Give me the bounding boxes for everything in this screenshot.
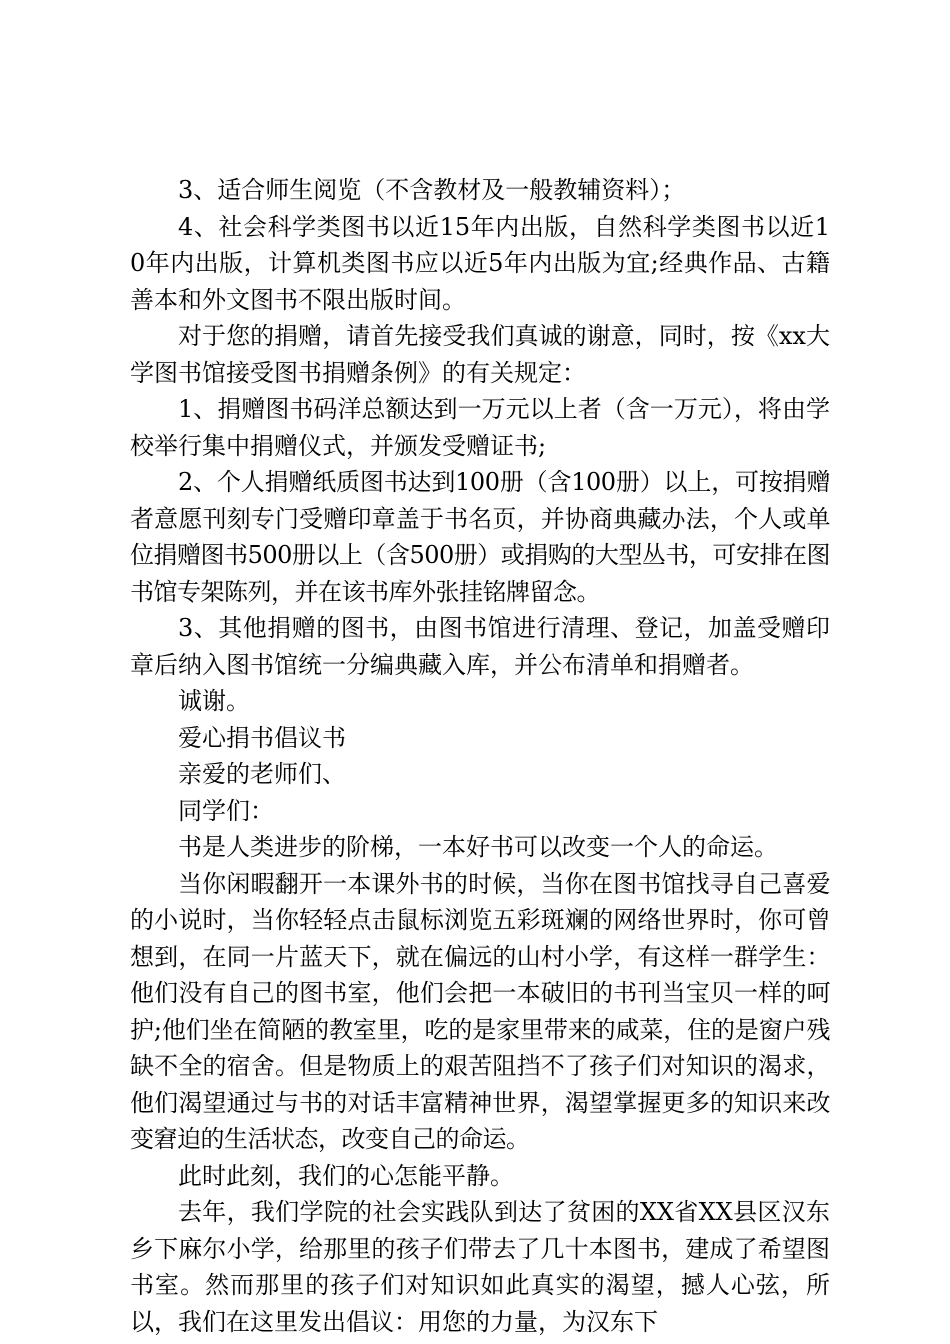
paragraph-books-ladder: 书是人类进步的阶梯，一本好书可以改变一个人的命运。 [178, 833, 778, 861]
paragraph-criteria-3: 3、适合师生阅览（不含教材及一般教辅资料）； [178, 176, 686, 204]
document-body [130, 172, 830, 1340]
paragraph-not-calm: 此时此刻，我们的心怎能平静。 [178, 1161, 514, 1190]
salutation-teachers: 亲爱的老师们、 [178, 760, 346, 788]
document-heading: 爱心捐书倡议书 [178, 723, 346, 752]
paragraph-criteria-4: 4、社会科学类图书以近15年内出版，自然科学类图书以近10年内出版，计算机类图书应以近5年内出版为宜;经典作品、古籍善本和外文图书不限出版时间。 [130, 212, 830, 314]
paragraph-sincere-thanks: 诚谢。 [178, 687, 250, 715]
paragraph-rule-3: 3、其他捐赠的图书，由图书馆进行清理、登记，加盖受赠印章后纳入图书馆统一分编典藏入库，并公布清单和捐赠者。 [130, 614, 830, 679]
salutation-students: 同学们： [178, 796, 274, 825]
paragraph-last-year: 去年，我们学院的社会实践队到达了贫困的XX省XX县区汉东乡下麻尔小学，给那里的孩子们带去了几十本图书，建成了希望图书室。然而那里的孩子们对知识如此真实的渴望，撼人心弦，所以，我们在这里发出倡议：用您的力量，为汉东下 [130, 1198, 830, 1336]
paragraph-thanks-intro: 对于您的捐赠，请首先接受我们真诚的谢意，同时，按《xx大学图书馆接受图书捐赠条例》的有关规定： [130, 322, 830, 387]
paragraph-rule-2: 2、个人捐赠纸质图书达到100册（含100册）以上，可按捐赠者意愿刊刻专门受赠印章盖于书名页，并协商典藏办法，个人或单位捐赠图书500册以上（含500册）或捐购的大型丛书，可安排在图书馆专架陈列，并在该书库外张挂铭牌留念。 [130, 468, 830, 606]
paragraph-mountain-school: 当你闲暇翻开一本课外书的时候，当你在图书馆找寻自己喜爱的小说时，当你轻轻点击鼠标浏览五彩斑斓的网络世界时，你可曾想到，在同一片蓝天下，就在偏远的山村小学，有这样一群学生：他们没有自己的图书室，他们会把一本破旧的书刊当宝贝一样的呵护;他们坐在简陋的教室里，吃的是家里带来的咸菜，住的是窗户残缺不全的宿舍。但是物质上的艰苦阻挡不了孩子们对知识的渴求，他们渴望通过与书的对话丰富精神世界，渴望掌握更多的知识来改变窘迫的生活状态，改变自己的命运。 [130, 869, 830, 1153]
paragraph-rule-1: 1、捐赠图书码洋总额达到一万元以上者（含一万元），将由学校举行集中捐赠仪式，并颁发受赠证书; [130, 395, 830, 460]
